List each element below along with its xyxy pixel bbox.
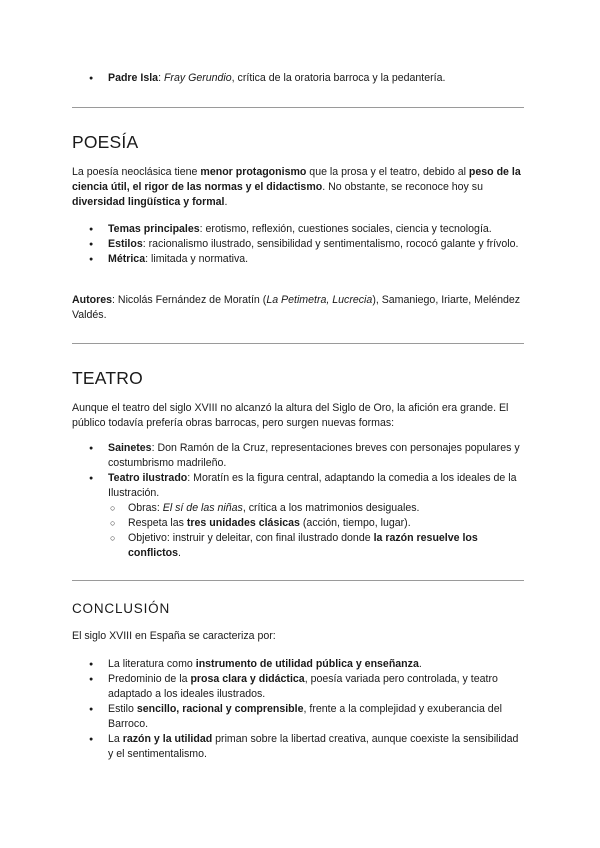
conclusion-intro: El siglo XVIII en España se caracteriza por: xyxy=(72,630,276,642)
list-item: ● La literatura como instrumento de utilidad pública y enseñanza. xyxy=(72,657,524,672)
list-item: ● Predominio de la prosa clara y didáctica, poesía variada pero controlada, y teatro adaptado a los ideales ilustrados. xyxy=(72,672,524,702)
list-item: ● Estilos: racionalismo ilustrado, sensibilidad y sentimentalismo, rococó galante y frívolo. xyxy=(72,237,524,252)
teatro-list xyxy=(72,441,524,561)
list-item: ● La razón y la utilidad priman sobre la libertad creativa, aunque coexiste la sensibilidad y el sentimentalismo. xyxy=(72,732,524,762)
poesia-authors: Autores: Nicolás Fernández de Moratín (La Petimetra, Lucrecia), Samaniego, Iriarte, Meléndez Valdés. xyxy=(72,294,521,321)
section-divider xyxy=(72,580,524,581)
teatro-intro: Aunque el teatro del siglo XVIII no alcanzó la altura del Siglo de Oro, la afición era grande. El público todavía prefería obras barrocas, pero surgen nuevas formas: xyxy=(72,402,509,429)
top-list xyxy=(72,71,524,86)
poesia-list xyxy=(72,222,524,267)
section-title-poesia: POESÍA xyxy=(72,132,139,152)
sublist-item-obras: ○ Obras: El sí de las niñas, crítica a los matrimonios desiguales. xyxy=(72,501,524,516)
list-item-sainetes: ● Sainetes: Don Ramón de la Cruz, representaciones breves con personajes populares y costumbrismo madrileño. xyxy=(72,441,524,471)
section-title-teatro: TEATRO xyxy=(72,368,143,388)
list-item: ● Temas principales: erotismo, reflexión, cuestiones sociales, ciencia y tecnología. xyxy=(72,222,524,237)
poesia-intro: La poesía neoclásica tiene menor protagonismo que la prosa y el teatro, debido al peso de la ciencia útil, el rigor de las normas y el didactismo. No obstante, se reconoce hoy su diversidad lingüística y formal. xyxy=(72,166,521,208)
teatro-sublist xyxy=(108,501,524,561)
section-divider xyxy=(72,343,524,344)
list-item: ● Estilo sencillo, racional y comprensible, frente a la complejidad y exuberancia del Barroco. xyxy=(72,702,524,732)
list-item: ● Métrica: limitada y normativa. xyxy=(72,252,524,267)
section-title-conclusion: CONCLUSIÓN xyxy=(72,601,171,616)
section-divider xyxy=(72,107,524,108)
sublist-item-respeta: ○ Respeta las tres unidades clásicas (acción, tiempo, lugar). xyxy=(72,516,524,531)
list-item-padre-isla: ● Padre Isla: Fray Gerundio, crítica de la oratoria barroca y la pedantería. xyxy=(72,71,524,86)
sublist-item-objetivo: ○ Objetivo: instruir y deleitar, con final ilustrado donde la razón resuelve los conflictos. xyxy=(72,531,524,561)
conclusion-list xyxy=(72,657,524,762)
list-item-teatro-ilustrado: ● Teatro ilustrado: Moratín es la figura central, adaptando la comedia a los ideales de la Ilustración. ○ Obras: El sí de las niñas, crítica a los matrimonios desiguales. ○ Respeta las tres unidades clásicas (acción, tiempo, lugar). ○ Objetivo: instruir y deleitar, con final ilustrado donde la razón resuelve los conflictos. xyxy=(72,471,524,561)
